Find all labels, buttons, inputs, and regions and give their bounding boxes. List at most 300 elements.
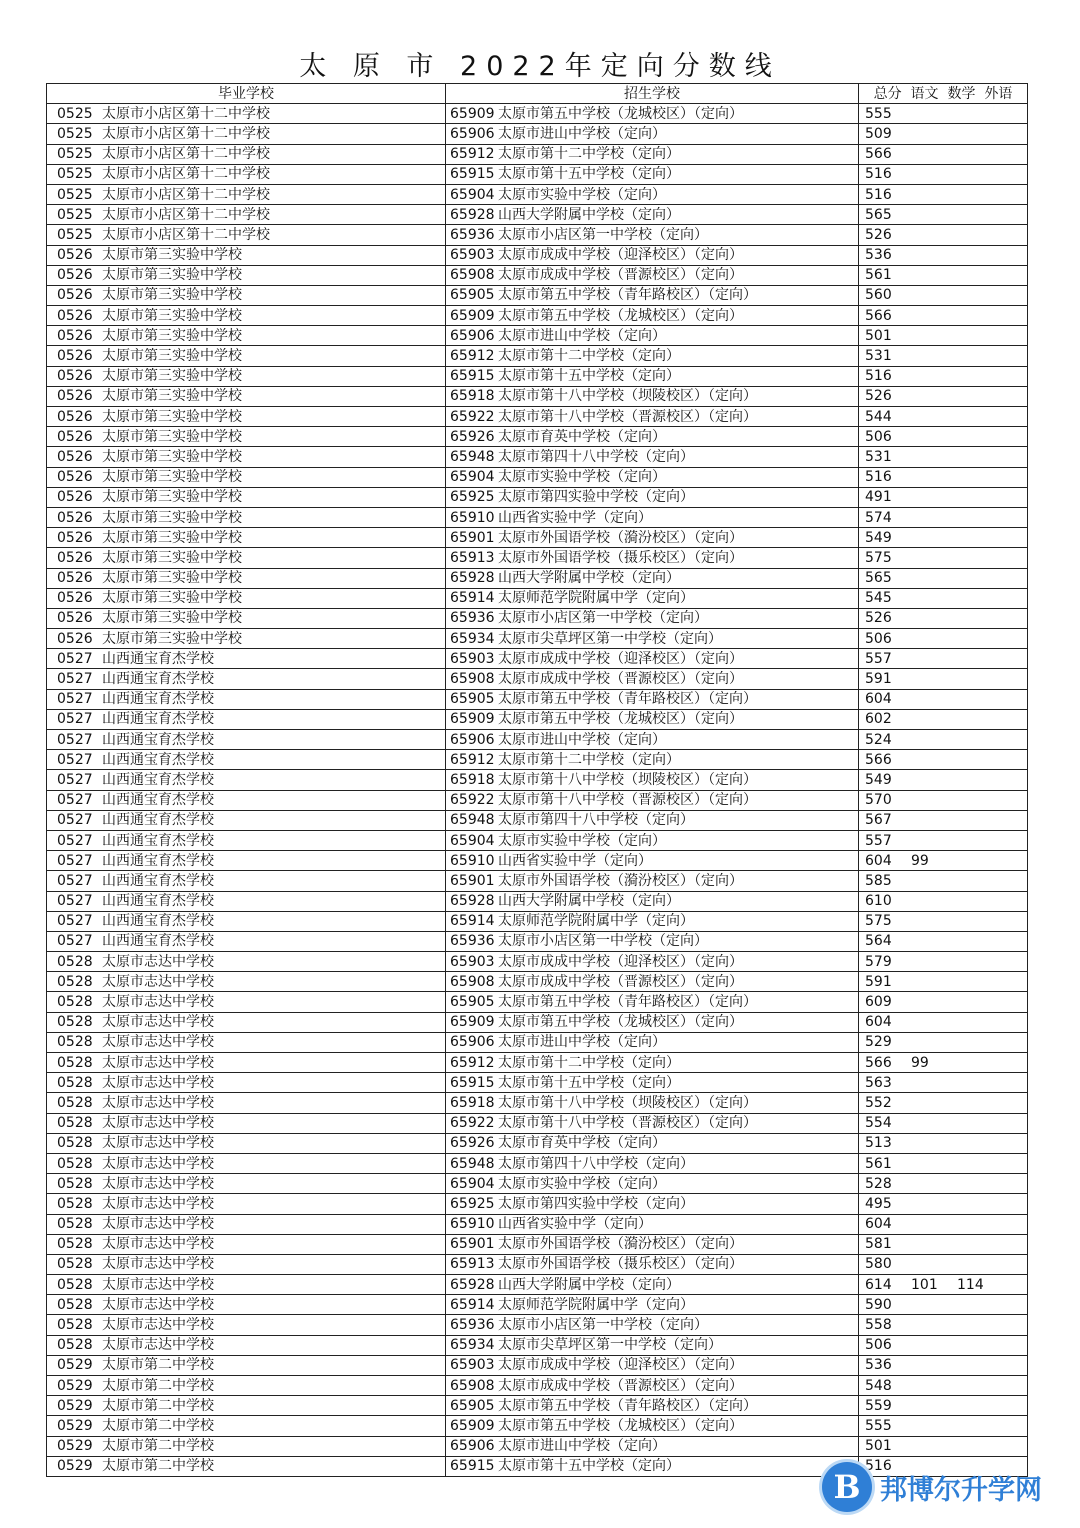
total-score: 555 — [865, 105, 892, 122]
graduate-school-code: 0528 — [57, 1296, 93, 1313]
graduate-school-code: 0525 — [57, 166, 93, 183]
graduate-school-cell — [47, 992, 446, 1012]
admission-school-name: 太原市第十八中学校（坝陵校区）（定向） — [498, 1094, 757, 1111]
admission-school-code: 65905 — [450, 1397, 495, 1414]
total-score: 549 — [865, 771, 892, 788]
graduate-school-code: 0528 — [57, 973, 93, 990]
score-cell — [859, 830, 1028, 850]
admission-school-code: 65912 — [450, 751, 495, 768]
total-score: 501 — [865, 327, 892, 344]
admission-school-name: 太原市育英中学校（定向） — [498, 428, 666, 445]
admission-school-cell — [446, 649, 859, 669]
total-score: 536 — [865, 1357, 892, 1374]
graduate-school-name: 太原市志达中学校 — [102, 1054, 214, 1071]
graduate-school-name: 太原市小店区第十二中学校 — [102, 166, 270, 183]
admission-school-cell — [446, 750, 859, 770]
admission-school-name: 太原市小店区第一中学校（定向） — [498, 933, 708, 950]
graduate-school-name: 太原市第三实验中学校 — [102, 489, 242, 506]
graduate-school-code: 0528 — [57, 1236, 93, 1253]
score-cell — [859, 992, 1028, 1012]
admission-school-cell — [446, 1153, 859, 1173]
graduate-school-cell — [47, 1032, 446, 1052]
admission-school-code: 65918 — [450, 771, 495, 788]
graduate-school-cell — [47, 1053, 446, 1073]
admission-school-cell — [446, 1275, 859, 1295]
chinese-score: 101 — [911, 1276, 938, 1293]
table-row — [47, 568, 1028, 588]
admission-school-cell — [446, 1073, 859, 1093]
admission-school-code: 65922 — [450, 792, 495, 809]
score-cell — [859, 629, 1028, 649]
score-cell — [859, 1234, 1028, 1254]
admission-school-code: 65925 — [450, 1195, 495, 1212]
score-cell — [859, 730, 1028, 750]
graduate-school-name: 太原市小店区第十二中学校 — [102, 125, 270, 142]
table-row — [47, 1113, 1028, 1133]
graduate-school-cell — [47, 1214, 446, 1234]
graduate-school-cell — [47, 548, 446, 568]
admission-school-cell — [446, 608, 859, 628]
admission-school-code: 65912 — [450, 146, 495, 163]
admission-school-cell — [446, 911, 859, 931]
graduate-school-cell — [47, 1113, 446, 1133]
table-row — [47, 124, 1028, 144]
graduate-school-cell — [47, 1012, 446, 1032]
admission-school-code: 65915 — [450, 1458, 495, 1475]
admission-school-name: 太原市小店区第一中学校（定向） — [498, 226, 708, 243]
graduate-school-cell — [47, 709, 446, 729]
total-score: 563 — [865, 1074, 892, 1091]
admission-school-name: 太原市第四实验中学校（定向） — [498, 489, 694, 506]
graduate-school-name: 山西通宝育杰学校 — [102, 711, 214, 728]
score-cell — [859, 810, 1028, 830]
graduate-school-cell — [47, 1335, 446, 1355]
admission-school-cell — [446, 568, 859, 588]
score-cell — [859, 1113, 1028, 1133]
admission-school-name: 太原市尖草坪区第一中学校（定向） — [498, 630, 722, 647]
header-chinese: 语文 — [910, 85, 939, 102]
admission-school-name: 太原市第十五中学校（定向） — [498, 166, 680, 183]
admission-school-code: 65922 — [450, 408, 495, 425]
admission-school-cell — [446, 507, 859, 527]
total-score: 585 — [865, 872, 892, 889]
graduate-school-cell — [47, 891, 446, 911]
graduate-school-name: 太原市第三实验中学校 — [102, 247, 242, 264]
graduate-school-code: 0527 — [57, 650, 93, 667]
graduate-school-name: 山西通宝育杰学校 — [102, 812, 214, 829]
graduate-school-cell — [47, 1133, 446, 1153]
table-row — [47, 285, 1028, 305]
admission-school-code: 65948 — [450, 1155, 495, 1172]
score-cell — [859, 1053, 1028, 1073]
admission-school-cell — [446, 1113, 859, 1133]
table-row — [47, 225, 1028, 245]
graduate-school-cell — [47, 810, 446, 830]
total-score: 574 — [865, 509, 892, 526]
admission-school-name: 太原市第十二中学校（定向） — [498, 1054, 680, 1071]
admission-school-cell — [446, 1254, 859, 1274]
admission-school-name: 山西省实验中学（定向） — [498, 509, 652, 526]
total-score: 516 — [865, 166, 892, 183]
score-cell — [859, 346, 1028, 366]
graduate-school-code: 0527 — [57, 731, 93, 748]
table-row — [47, 487, 1028, 507]
total-score: 570 — [865, 792, 892, 809]
total-score: 544 — [865, 408, 892, 425]
score-cell — [859, 386, 1028, 406]
table-row — [47, 669, 1028, 689]
admission-school-cell — [446, 1174, 859, 1194]
graduate-school-code: 0528 — [57, 1014, 93, 1031]
graduate-school-cell — [47, 911, 446, 931]
total-score: 566 — [865, 751, 892, 768]
admission-school-cell — [446, 184, 859, 204]
score-cell — [859, 1315, 1028, 1335]
header-graduate-school: 毕业学校 — [47, 84, 446, 104]
score-cell — [859, 1275, 1028, 1295]
admission-school-code: 65915 — [450, 1074, 495, 1091]
graduate-school-code: 0528 — [57, 1337, 93, 1354]
graduate-school-name: 太原市志达中学校 — [102, 1175, 214, 1192]
total-score: 516 — [865, 1458, 892, 1475]
graduate-school-cell — [47, 447, 446, 467]
graduate-school-code: 0528 — [57, 1115, 93, 1132]
admission-school-name: 太原市小店区第一中学校（定向） — [498, 610, 708, 627]
total-score: 566 — [865, 1054, 892, 1071]
graduate-school-code: 0528 — [57, 953, 93, 970]
graduate-school-name: 太原市志达中学校 — [102, 973, 214, 990]
admission-school-code: 65926 — [450, 428, 495, 445]
score-cell — [859, 407, 1028, 427]
graduate-school-code: 0528 — [57, 1195, 93, 1212]
graduate-school-code: 0528 — [57, 1155, 93, 1172]
table-row — [47, 144, 1028, 164]
graduate-school-cell — [47, 1275, 446, 1295]
table-row — [47, 346, 1028, 366]
admission-school-name: 太原市第五中学校（龙城校区）（定向） — [498, 1417, 743, 1434]
total-score: 565 — [865, 206, 892, 223]
table-row — [47, 1133, 1028, 1153]
graduate-school-cell — [47, 386, 446, 406]
total-score: 604 — [865, 1216, 892, 1233]
graduate-school-cell — [47, 750, 446, 770]
total-score: 513 — [865, 1135, 892, 1152]
admission-school-code: 65904 — [450, 469, 495, 486]
score-cell — [859, 306, 1028, 326]
score-cell — [859, 1335, 1028, 1355]
admission-school-code: 65908 — [450, 671, 495, 688]
table-row — [47, 1254, 1028, 1274]
graduate-school-cell — [47, 306, 446, 326]
total-score: 565 — [865, 570, 892, 587]
admission-school-name: 太原市外国语学校（漪汾校区）（定向） — [498, 529, 743, 546]
admission-school-name: 太原市第十八中学校（坝陵校区）（定向） — [498, 771, 757, 788]
graduate-school-name: 太原市第二中学校 — [102, 1417, 214, 1434]
score-cell — [859, 507, 1028, 527]
graduate-school-code: 0527 — [57, 711, 93, 728]
table-row — [47, 689, 1028, 709]
total-score: 516 — [865, 368, 892, 385]
score-cell — [859, 1194, 1028, 1214]
total-score: 516 — [865, 469, 892, 486]
table-row — [47, 205, 1028, 225]
admission-school-name: 太原市第十八中学校（坝陵校区）（定向） — [498, 388, 757, 405]
graduate-school-name: 太原市第三实验中学校 — [102, 327, 242, 344]
table-row — [47, 104, 1028, 124]
table-row — [47, 1234, 1028, 1254]
admission-school-cell — [446, 427, 859, 447]
header-admission-school: 招生学校 — [446, 84, 859, 104]
graduate-school-cell — [47, 1153, 446, 1173]
admission-school-name: 太原市实验中学校（定向） — [498, 1175, 666, 1192]
header-scores — [859, 84, 1028, 104]
graduate-school-cell — [47, 931, 446, 951]
admission-school-name: 太原市第十二中学校（定向） — [498, 751, 680, 768]
graduate-school-name: 山西通宝育杰学校 — [102, 852, 214, 869]
score-cell — [859, 952, 1028, 972]
admission-school-name: 山西大学附属中学校（定向） — [498, 1276, 680, 1293]
total-score: 604 — [865, 691, 892, 708]
graduate-school-code: 0526 — [57, 509, 93, 526]
total-score: 557 — [865, 650, 892, 667]
graduate-school-cell — [47, 124, 446, 144]
graduate-school-name: 太原市第三实验中学校 — [102, 570, 242, 587]
table-row — [47, 1093, 1028, 1113]
admission-school-cell — [446, 871, 859, 891]
admission-school-name: 太原市第十五中学校（定向） — [498, 1458, 680, 1475]
score-cell — [859, 427, 1028, 447]
table-row — [47, 1355, 1028, 1375]
admission-school-code: 65901 — [450, 872, 495, 889]
admission-school-name: 太原市第五中学校（龙城校区）（定向） — [498, 1014, 743, 1031]
score-cell — [859, 144, 1028, 164]
total-score: 610 — [865, 893, 892, 910]
graduate-school-name: 太原市第三实验中学校 — [102, 348, 242, 365]
graduate-school-cell — [47, 1234, 446, 1254]
admission-school-name: 太原市进山中学校（定向） — [498, 1034, 666, 1051]
total-score: 524 — [865, 731, 892, 748]
score-cell — [859, 649, 1028, 669]
graduate-school-name: 山西通宝育杰学校 — [102, 691, 214, 708]
score-cell — [859, 770, 1028, 790]
graduate-school-code: 0525 — [57, 146, 93, 163]
admission-school-name: 太原市第五中学校（青年路校区）（定向） — [498, 994, 757, 1011]
admission-school-code: 65948 — [450, 812, 495, 829]
admission-school-name: 太原市成成中学校（迎泽校区）（定向） — [498, 953, 743, 970]
graduate-school-cell — [47, 1254, 446, 1274]
graduate-school-cell — [47, 346, 446, 366]
admission-school-code: 65903 — [450, 1357, 495, 1374]
graduate-school-code: 0526 — [57, 327, 93, 344]
table-body — [47, 104, 1028, 1477]
admission-school-name: 太原市第五中学校（青年路校区）（定向） — [498, 287, 757, 304]
admission-school-code: 65928 — [450, 893, 495, 910]
graduate-school-cell — [47, 285, 446, 305]
admission-school-code: 65914 — [450, 590, 495, 607]
admission-school-code: 65904 — [450, 832, 495, 849]
graduate-school-name: 山西通宝育杰学校 — [102, 933, 214, 950]
table-row — [47, 1396, 1028, 1416]
admission-school-cell — [446, 992, 859, 1012]
graduate-school-cell — [47, 427, 446, 447]
graduate-school-name: 太原市小店区第十二中学校 — [102, 146, 270, 163]
score-cell — [859, 1436, 1028, 1456]
graduate-school-cell — [47, 104, 446, 124]
watermark — [822, 1458, 1072, 1516]
admission-school-name: 太原市进山中学校（定向） — [498, 327, 666, 344]
total-score: 560 — [865, 287, 892, 304]
table-row — [47, 407, 1028, 427]
graduate-school-name: 山西通宝育杰学校 — [102, 751, 214, 768]
admission-school-cell — [446, 1396, 859, 1416]
total-score: 528 — [865, 1175, 892, 1192]
graduate-school-cell — [47, 225, 446, 245]
admission-school-code: 65906 — [450, 327, 495, 344]
graduate-school-code: 0526 — [57, 448, 93, 465]
graduate-school-code: 0529 — [57, 1438, 93, 1455]
admission-school-cell — [446, 326, 859, 346]
admission-school-code: 65909 — [450, 105, 495, 122]
admission-school-cell — [446, 1194, 859, 1214]
table-row — [47, 992, 1028, 1012]
score-cell — [859, 689, 1028, 709]
table-row — [47, 1214, 1028, 1234]
admission-school-name: 太原市第四十八中学校（定向） — [498, 1155, 694, 1172]
table-row — [47, 306, 1028, 326]
graduate-school-name: 太原市志达中学校 — [102, 1296, 214, 1313]
score-cell — [859, 1416, 1028, 1436]
graduate-school-code: 0527 — [57, 771, 93, 788]
table-row — [47, 750, 1028, 770]
admission-school-code: 65910 — [450, 1216, 495, 1233]
score-cell — [859, 1093, 1028, 1113]
admission-school-code: 65936 — [450, 933, 495, 950]
table-row — [47, 871, 1028, 891]
graduate-school-code: 0526 — [57, 610, 93, 627]
admission-school-code: 65928 — [450, 206, 495, 223]
score-cell — [859, 608, 1028, 628]
admission-school-code: 65914 — [450, 1296, 495, 1313]
graduate-school-name: 山西通宝育杰学校 — [102, 832, 214, 849]
admission-school-name: 山西省实验中学（定向） — [498, 1216, 652, 1233]
total-score: 509 — [865, 125, 892, 142]
total-score: 566 — [865, 307, 892, 324]
graduate-school-code: 0526 — [57, 247, 93, 264]
graduate-school-name: 太原市第二中学校 — [102, 1377, 214, 1394]
admission-school-code: 65908 — [450, 1377, 495, 1394]
admission-school-cell — [446, 1133, 859, 1153]
graduate-school-cell — [47, 245, 446, 265]
graduate-school-cell — [47, 1436, 446, 1456]
graduate-school-code: 0528 — [57, 1034, 93, 1051]
score-cell — [859, 588, 1028, 608]
score-cell — [859, 1012, 1028, 1032]
admission-school-name: 太原市第十八中学校（晋源校区）（定向） — [498, 792, 757, 809]
admission-school-code: 65912 — [450, 1054, 495, 1071]
admission-school-code: 65909 — [450, 711, 495, 728]
total-score: 501 — [865, 1438, 892, 1455]
admission-school-code: 65910 — [450, 509, 495, 526]
graduate-school-name: 太原市第二中学校 — [102, 1458, 214, 1475]
graduate-school-cell — [47, 851, 446, 871]
admission-school-name: 太原市成成中学校（迎泽校区）（定向） — [498, 1357, 743, 1374]
score-cell — [859, 851, 1028, 871]
admission-school-name: 太原市实验中学校（定向） — [498, 832, 666, 849]
admission-school-name: 太原市第四十八中学校（定向） — [498, 448, 694, 465]
admission-school-code: 65936 — [450, 610, 495, 627]
admission-school-name: 太原市成成中学校（晋源校区）（定向） — [498, 973, 743, 990]
table-row — [47, 952, 1028, 972]
admission-school-cell — [446, 891, 859, 911]
page-title: 太 原 市 2022年定向分数线 — [299, 51, 781, 82]
total-score: 557 — [865, 832, 892, 849]
score-cell — [859, 790, 1028, 810]
table-row — [47, 649, 1028, 669]
graduate-school-cell — [47, 689, 446, 709]
total-score: 545 — [865, 590, 892, 607]
table-row — [47, 366, 1028, 386]
admission-school-code: 65922 — [450, 1115, 495, 1132]
admission-school-cell — [446, 669, 859, 689]
score-cell — [859, 225, 1028, 245]
total-score: 581 — [865, 1236, 892, 1253]
admission-school-code: 65909 — [450, 1417, 495, 1434]
graduate-school-code: 0528 — [57, 1317, 93, 1334]
graduate-school-cell — [47, 1456, 446, 1476]
graduate-school-code: 0526 — [57, 529, 93, 546]
admission-school-cell — [446, 1376, 859, 1396]
table-row — [47, 467, 1028, 487]
total-score: 559 — [865, 1397, 892, 1414]
admission-school-name: 太原市第十五中学校（定向） — [498, 368, 680, 385]
admission-school-cell — [446, 931, 859, 951]
graduate-school-code: 0528 — [57, 1054, 93, 1071]
admission-school-name: 太原市成成中学校（迎泽校区）（定向） — [498, 650, 743, 667]
score-table — [46, 83, 1028, 1477]
score-cell — [859, 1032, 1028, 1052]
admission-school-code: 65904 — [450, 1175, 495, 1192]
total-score: 506 — [865, 630, 892, 647]
table-row — [47, 427, 1028, 447]
admission-school-cell — [446, 1456, 859, 1476]
graduate-school-cell — [47, 972, 446, 992]
admission-school-cell — [446, 730, 859, 750]
score-cell — [859, 931, 1028, 951]
admission-school-name: 太原市实验中学校（定向） — [498, 186, 666, 203]
graduate-school-name: 山西通宝育杰学校 — [102, 650, 214, 667]
graduate-school-name: 山西通宝育杰学校 — [102, 893, 214, 910]
score-cell — [859, 447, 1028, 467]
score-cell — [859, 104, 1028, 124]
graduate-school-code: 0526 — [57, 428, 93, 445]
admission-school-code: 65906 — [450, 1438, 495, 1455]
admission-school-cell — [446, 306, 859, 326]
admission-school-code: 65928 — [450, 1276, 495, 1293]
admission-school-name: 太原市实验中学校（定向） — [498, 469, 666, 486]
graduate-school-code: 0526 — [57, 348, 93, 365]
graduate-school-name: 太原市第三实验中学校 — [102, 428, 242, 445]
graduate-school-name: 太原市第三实验中学校 — [102, 529, 242, 546]
graduate-school-name: 太原市小店区第十二中学校 — [102, 226, 270, 243]
graduate-school-cell — [47, 528, 446, 548]
graduate-school-name: 山西通宝育杰学校 — [102, 872, 214, 889]
admission-school-cell — [446, 770, 859, 790]
table-row — [47, 265, 1028, 285]
table-row — [47, 629, 1028, 649]
score-cell — [859, 1153, 1028, 1173]
total-score: 590 — [865, 1296, 892, 1313]
graduate-school-name: 太原市第三实验中学校 — [102, 509, 242, 526]
